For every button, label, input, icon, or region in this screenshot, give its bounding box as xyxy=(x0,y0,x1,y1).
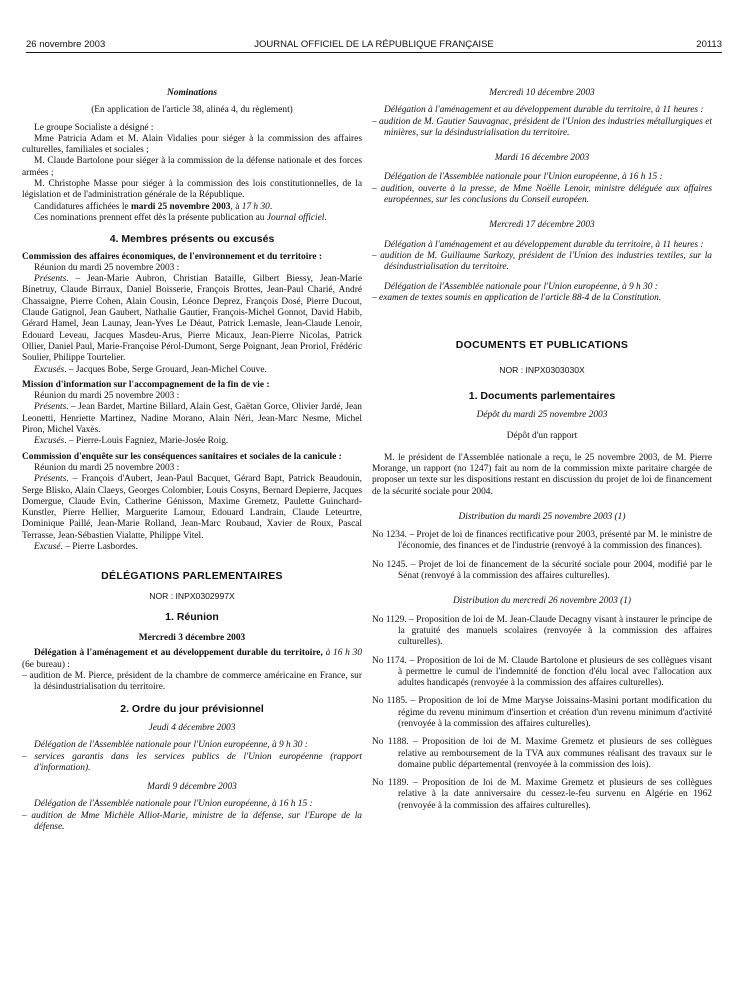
header-page-number: 20113 xyxy=(696,39,722,50)
text-run: . xyxy=(269,201,273,212)
agenda-date: Mercredi 17 décembre 2003 xyxy=(489,220,595,231)
nominations-subtitle: (En application de l'article 38, alinéa 4, du règlement) xyxy=(91,105,293,116)
present-names: . – François d'Aubert, Jean-Paul Bacquet, Gérard Bapt, Patrick Beaudouin, Serge Blisko, Alain Claeys, Georges Colombier, Louis Cosyns, Bernard Depierre, Jacques Domergue, Claude Evin, Catherine Génisson, Maxime Gremetz, Paulette Guinchard-Kunstler, Pierre Hellier, Marguerite Lamour, Edouard Landrain, Claude Leteurtre, Dominique Paillé, Jean-Marie Rolland, Jean-Marc Roubaud, Xavier de Roux, Pascal Terrasse, Jean-Sébastien Vialatte, Philippe Vitel. xyxy=(22,474,362,541)
agenda-title: 2. Ordre du jour prévisionnel xyxy=(120,702,264,715)
nominations-paragraph: Le groupe Socialiste a désigné : xyxy=(34,122,154,133)
delegation-time: à 16 h 30 xyxy=(325,648,363,659)
running-header xyxy=(26,38,722,53)
agenda-date: Jeudi 4 décembre 2003 xyxy=(148,722,236,733)
excused-label: Excusés xyxy=(34,364,65,375)
agenda-item: – examen de textes soumis en application de l'article 88-4 de la Constitution. xyxy=(372,292,662,303)
document-entry: No 1129. – Proposition de loi de M. Jean-Claude Decagny visant à instaurer le principe de la gratuité des manuels scolaires (renvoyée à la commission des affaires culturelles). xyxy=(372,614,712,648)
nor-reference: NOR : INPX0303030X xyxy=(499,365,585,376)
excused-names: . – Jacques Bobe, Serge Grouard, Jean-Michel Couve. xyxy=(64,364,267,375)
present-label: Présents xyxy=(34,474,67,485)
journal-name: Journal officiel xyxy=(266,212,325,223)
effect-paragraph xyxy=(22,213,362,224)
present-list xyxy=(22,474,362,542)
meeting-line: Réunion du mardi 25 novembre 2003 : xyxy=(34,462,180,473)
meeting-line: Réunion du mardi 25 novembre 2003 : xyxy=(34,262,180,273)
committee-title: Commission d'enquête sur les conséquences sanitaires et sociales de la canicule : xyxy=(22,451,342,462)
excused-list xyxy=(22,542,362,553)
depot-rapport: Dépôt d'un rapport xyxy=(506,431,578,442)
text-run: . xyxy=(324,212,327,223)
delegation-name: Délégation à l'aménagement et au développement durable du territoire, xyxy=(34,648,326,659)
present-list xyxy=(22,274,362,364)
nominations-paragraph: M. Christophe Masse pour siéger à la commission des lois constitutionnelles, de la législation et de l'administration générale de la République. xyxy=(22,179,362,201)
agenda-item: – audition de M. Guillaume Sarkozy, président de l'Union des industries textiles, sur la désindustrialisation du territoire. xyxy=(372,250,712,273)
distribution-date: Distribution du mercredi 26 novembre 2003 (1) xyxy=(452,596,632,607)
excused-label: Excusés xyxy=(34,436,65,447)
agenda-date: Mardi 9 décembre 2003 xyxy=(147,782,237,793)
document-entry: No 1189. – Proposition de loi de M. Maxime Gremetz et plusieurs de ses collègues relative à la date anniversaire du cessez-le-feu survenu en Algérie en 1962 (renvoyée à la commission des affaires culturelles). xyxy=(372,778,712,811)
members-section-title: 4. Membres présents ou excusés xyxy=(109,233,275,246)
text-run: Candidatures affichées le xyxy=(34,201,131,212)
agenda-delegation: Délégation de l'Assemblée nationale pour l'Union européenne, à 16 h 15 : xyxy=(34,799,313,810)
reunion-delegation xyxy=(22,648,362,671)
excused-list xyxy=(22,436,362,447)
agenda-delegation: Délégation à l'aménagement et au développement durable du territoire, à 11 heures : xyxy=(384,239,704,250)
present-label: Présents xyxy=(34,402,67,413)
depot-date: Dépôt du mardi 25 novembre 2003 xyxy=(476,410,608,421)
right-column xyxy=(372,88,712,812)
document-entry: No 1188. – Proposition de loi de M. Maxime Gremetz et plusieurs de ses collègues relative au remboursement de la TVA aux communes réalisant des travaux sur le domaine public départemental (renvoyée à la commission des lois). xyxy=(372,737,712,770)
candidatures-date: mardi 25 novembre 2003 xyxy=(130,201,231,212)
nominations-paragraph: M. Claude Bartolone pour siéger à la commission de la défense nationale et des forces armées ; xyxy=(22,156,362,178)
documents-subtitle: 1. Documents parlementaires xyxy=(468,389,616,402)
agenda-item: – audition de M. Pierce, président de la chambre de commerce américaine en France, sur la désindustrialisation du territoire. xyxy=(22,671,362,693)
present-names: . – Jean-Marie Aubron, Christian Bataille, Gilbert Biessy, Jean-Marie Binetruy, Claude Birraux, Daniel Boisserie, François Brottes, Jean-Paul Charié, André Chassaigne, Pierre Cohen, Alain Cousin, Léonce Deprez, François Dosé, Pierre Ducout, Claude Gatignol, Jean Gaubert, Nathalie Gautier, François-Michel Gonnot, David Habib, Gérard Hamel, Jean Launay, Jean-Yves Le Déaut, Patrick Lemasle, Jean-Claude Lenoir, Edouard Leveau, Jacques Masdeu-Arus, Pierre Micaux, Jean-Pierre Nicolas, Patrick Ollier, Daniel Paul, Marie-Françoise Pérol-Dumont, Serge Poignant, Jean Proriol, Frédéric Soulier, Philippe Tourtelier. xyxy=(22,274,362,364)
left-column xyxy=(22,88,362,833)
header-date: 26 novembre 2003 xyxy=(26,39,106,50)
excused-names: . – Pierre Lasbordes. xyxy=(60,541,138,552)
agenda-delegation: Délégation de l'Assemblée nationale pour l'Union européenne, à 9 h 30 : xyxy=(384,281,658,292)
document-entry: No 1234. – Projet de loi de finances rectificative pour 2003, présenté par M. le ministre de l'économie, des finances et de l'industrie (renvoyé à la commission des finances). xyxy=(372,530,712,552)
candidatures-time: 17 h 30 xyxy=(241,201,270,212)
excused-label: Excusé xyxy=(34,541,61,552)
rapport-text: M. le président de l'Assemblée nationale a reçu, le 25 novembre 2003, de M. Pierre Morange, un rapport (no 1247) fait au nom de la commission mixte paritaire chargée de proposer un texte sur les dispositions restant en discussion du projet de loi de financement de la sécurité sociale pour 2004. xyxy=(372,452,712,497)
agenda-delegation: Délégation à l'aménagement et au développement durable du territoire, à 11 heures : xyxy=(384,105,704,116)
agenda-date: Mercredi 10 décembre 2003 xyxy=(489,88,595,98)
text-run: , à xyxy=(230,201,242,212)
agenda-delegation: Délégation de l'Assemblée nationale pour l'Union européenne, à 16 h 15 : xyxy=(384,172,663,183)
agenda-delegation: Délégation de l'Assemblée nationale pour l'Union européenne, à 9 h 30 : xyxy=(34,740,308,751)
distribution-date: Distribution du mardi 25 novembre 2003 (1) xyxy=(458,511,626,522)
agenda-item: – audition de M. Gautier Sauvagnac, président de l'Union des industries métallurgiques et minières, sur la désindustrialisation du territoire. xyxy=(372,116,712,138)
document-entry: No 1245. – Projet de loi de financement de la sécurité sociale pour 2004, modifié par le Sénat (renvoyé à la commission des affaires culturelles). xyxy=(372,559,712,582)
nor-reference: NOR : INPX0302997X xyxy=(149,590,235,601)
committee-title: Commission des affaires économiques, de l'environnement et du territoire : xyxy=(22,251,322,262)
agenda-item: – audition, ouverte à la presse, de Mme Noëlle Lenoir, ministre déléguée aux affaires européennes, sur les conclusions du Conseil européen. xyxy=(372,183,712,206)
agenda-item: – audition de Mme Michèle Alliot-Marie, ministre de la défense, sur l'Europe de la défense. xyxy=(22,810,362,833)
meeting-line: Réunion du mardi 25 novembre 2003 : xyxy=(34,391,180,402)
reunion-title: 1. Réunion xyxy=(165,610,219,623)
excused-list xyxy=(22,365,362,376)
delegations-title: DÉLÉGATIONS PARLEMENTAIRES xyxy=(101,570,283,583)
nominations-title: Nominations xyxy=(166,88,217,98)
text-run: Ces nominations prennent effet dès la présente publication au xyxy=(34,212,267,223)
documents-title: DOCUMENTS ET PUBLICATIONS xyxy=(455,339,629,352)
present-label: Présents xyxy=(34,274,67,285)
header-title: JOURNAL OFFICIEL DE LA RÉPUBLIQUE FRANÇAISE xyxy=(254,39,494,50)
document-entry: No 1174. – Proposition de loi de M. Claude Bartolone et plusieurs de ses collègues visant à permettre le cumul de l'indemnité de fonction d'élu local avec l'allocation aux adultes handicapés (renvoyée à la commission des affaires culturelles). xyxy=(372,655,712,689)
present-names: . – Jean Bardet, Martine Billard, Alain Gest, Gaëtan Gorce, Olivier Jardé, Jean Leonetti, Henriette Martinez, Nadine Morano, Alain Néri, Jean-Marc Nesme, Michel Piron, Michel Vaxès. xyxy=(22,402,362,436)
agenda-date: Mardi 16 décembre 2003 xyxy=(494,153,590,164)
delegation-bureau: (6e bureau) : xyxy=(22,659,70,670)
agenda-item: – services garantis dans les services publics de l'Union européenne (rapport d'information). xyxy=(22,751,362,773)
committee-title: Mission d'information sur l'accompagnement de la fin de vie : xyxy=(22,379,270,390)
nominations-paragraph: Mme Patricia Adam et M. Alain Vidalies pour siéger à la commission des affaires culturelles, familiales et sociales ; xyxy=(22,133,362,156)
present-list xyxy=(22,402,362,436)
candidatures-paragraph xyxy=(22,202,362,213)
document-entry: No 1185. – Proposition de loi de Mme Maryse Joissains-Masini portant modification du régime du revenu minimum d'insertion et création d'un revenu minimum d'activité (renvoyée à la commission des affaires culturelles). xyxy=(372,696,712,729)
excused-names: . – Pierre-Louis Fagniez, Marie-Josée Roig. xyxy=(64,436,229,447)
reunion-date: Mercredi 3 décembre 2003 xyxy=(138,633,246,644)
